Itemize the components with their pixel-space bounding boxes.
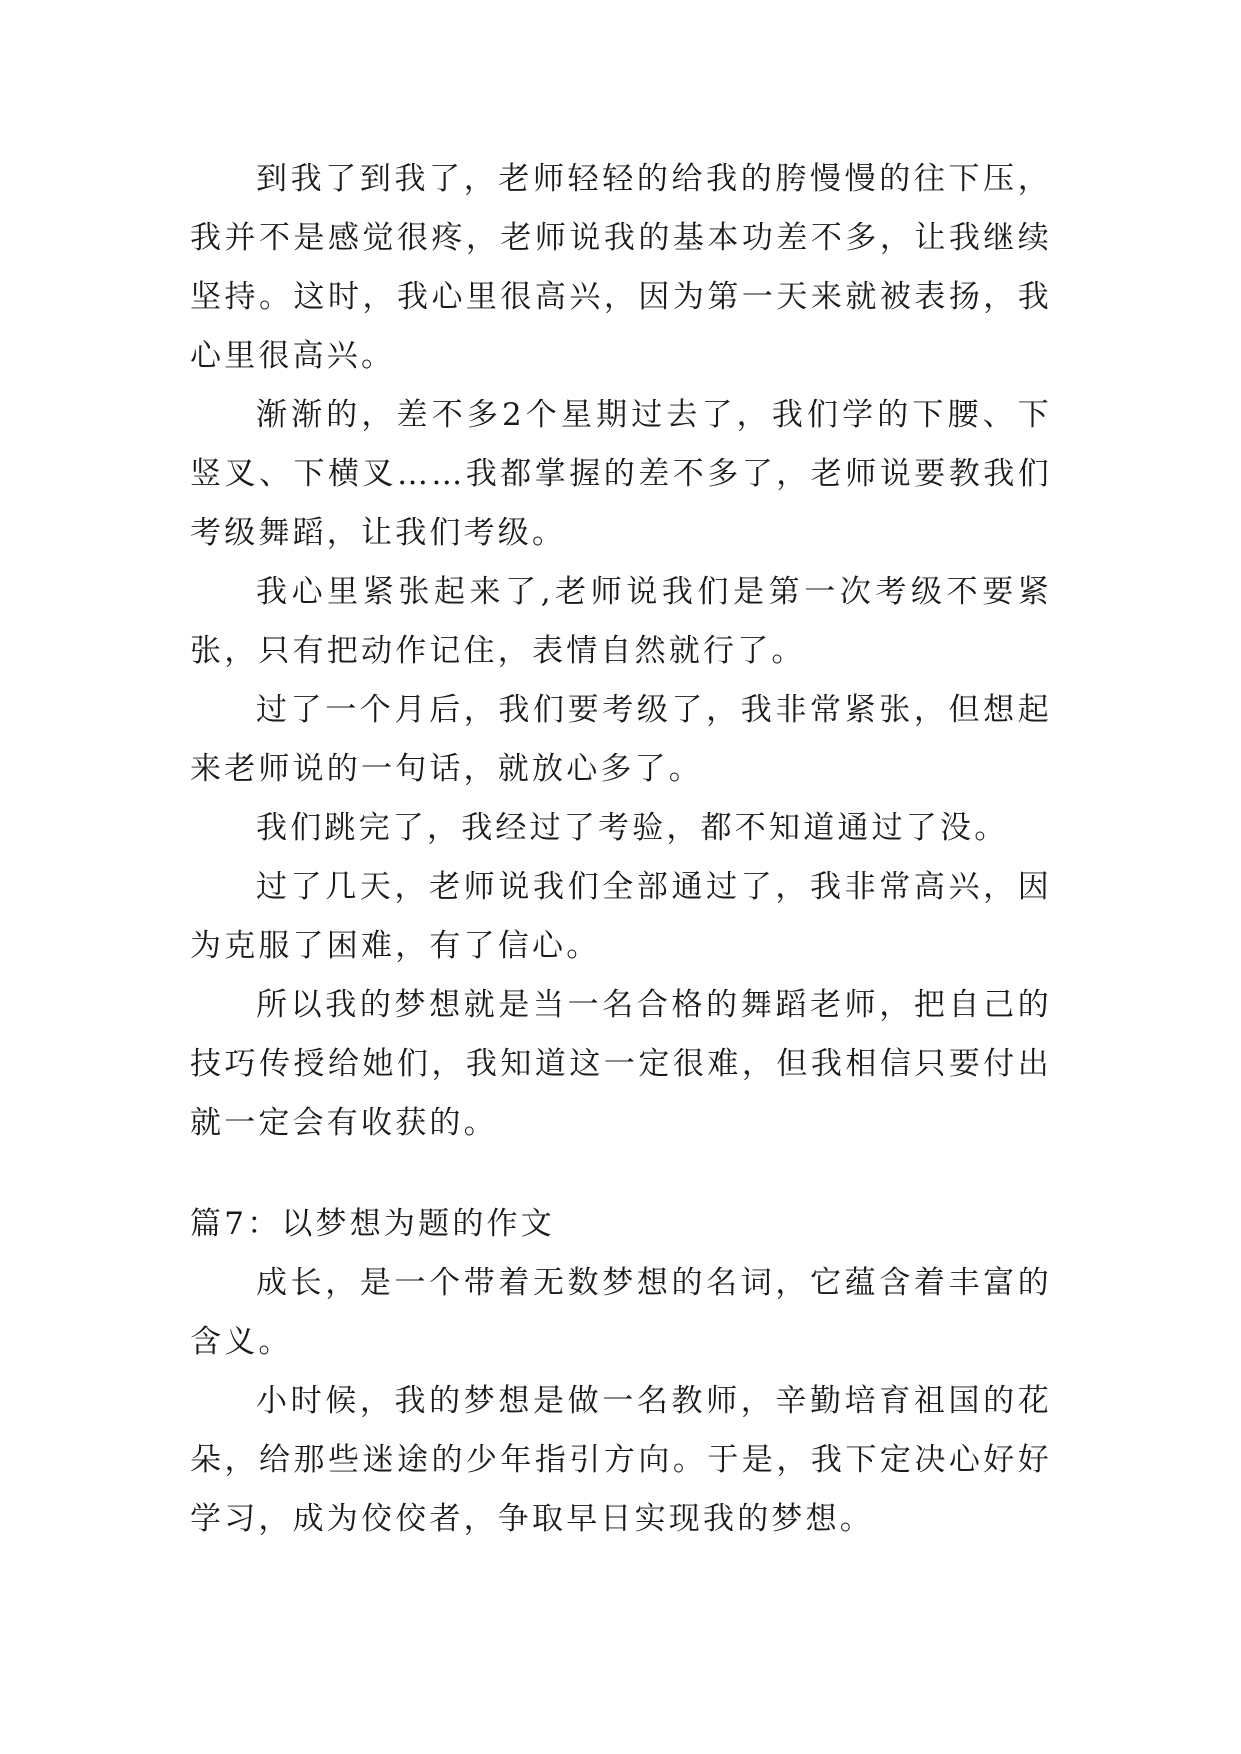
paragraph: 我们跳完了，我经过了考验，都不知道通过了没。 [256, 810, 1009, 846]
paragraph: 成长，是一个带着无数梦想的名词，它蕴含着丰富的含义。 [190, 1265, 1052, 1360]
paragraph: 过了一个月后，我们要考级了，我非常紧张，但想起来老师说的一句话，就放心多了。 [190, 692, 1052, 787]
paragraph: 我心里紧张起来了,老师说我们是第一次考级不要紧张，只有把动作记住，表情自然就行了。 [190, 574, 1052, 669]
document-page [190, 150, 1052, 1549]
section-heading: 篇7：以梦想为题的作文 [190, 1206, 555, 1242]
paragraph: 所以我的梦想就是当一名合格的舞蹈老师，把自己的技巧传授给她们，我知道这一定很难，但我相信只要付出就一定会有收获的。 [190, 987, 1052, 1141]
paragraph: 到我了到我了，老师轻轻的给我的胯慢慢的往下压，我并不是感觉很疼，老师说我的基本功差不多，让我继续坚持。这时，我心里很高兴，因为第一天来就被表扬，我心里很高兴。 [190, 161, 1052, 374]
paragraph: 小时候，我的梦想是做一名教师，辛勤培育祖国的花朵，给那些迷途的少年指引方向。于是，我下定决心好好学习，成为佼佼者，争取早日实现我的梦想。 [190, 1383, 1052, 1537]
paragraph: 过了几天，老师说我们全部通过了，我非常高兴，因为克服了困难，有了信心。 [190, 869, 1052, 964]
paragraph: 渐渐的，差不多2个星期过去了，我们学的下腰、下竖叉、下横叉……我都掌握的差不多了，老师说要教我们考级舞蹈，让我们考级。 [190, 397, 1052, 551]
